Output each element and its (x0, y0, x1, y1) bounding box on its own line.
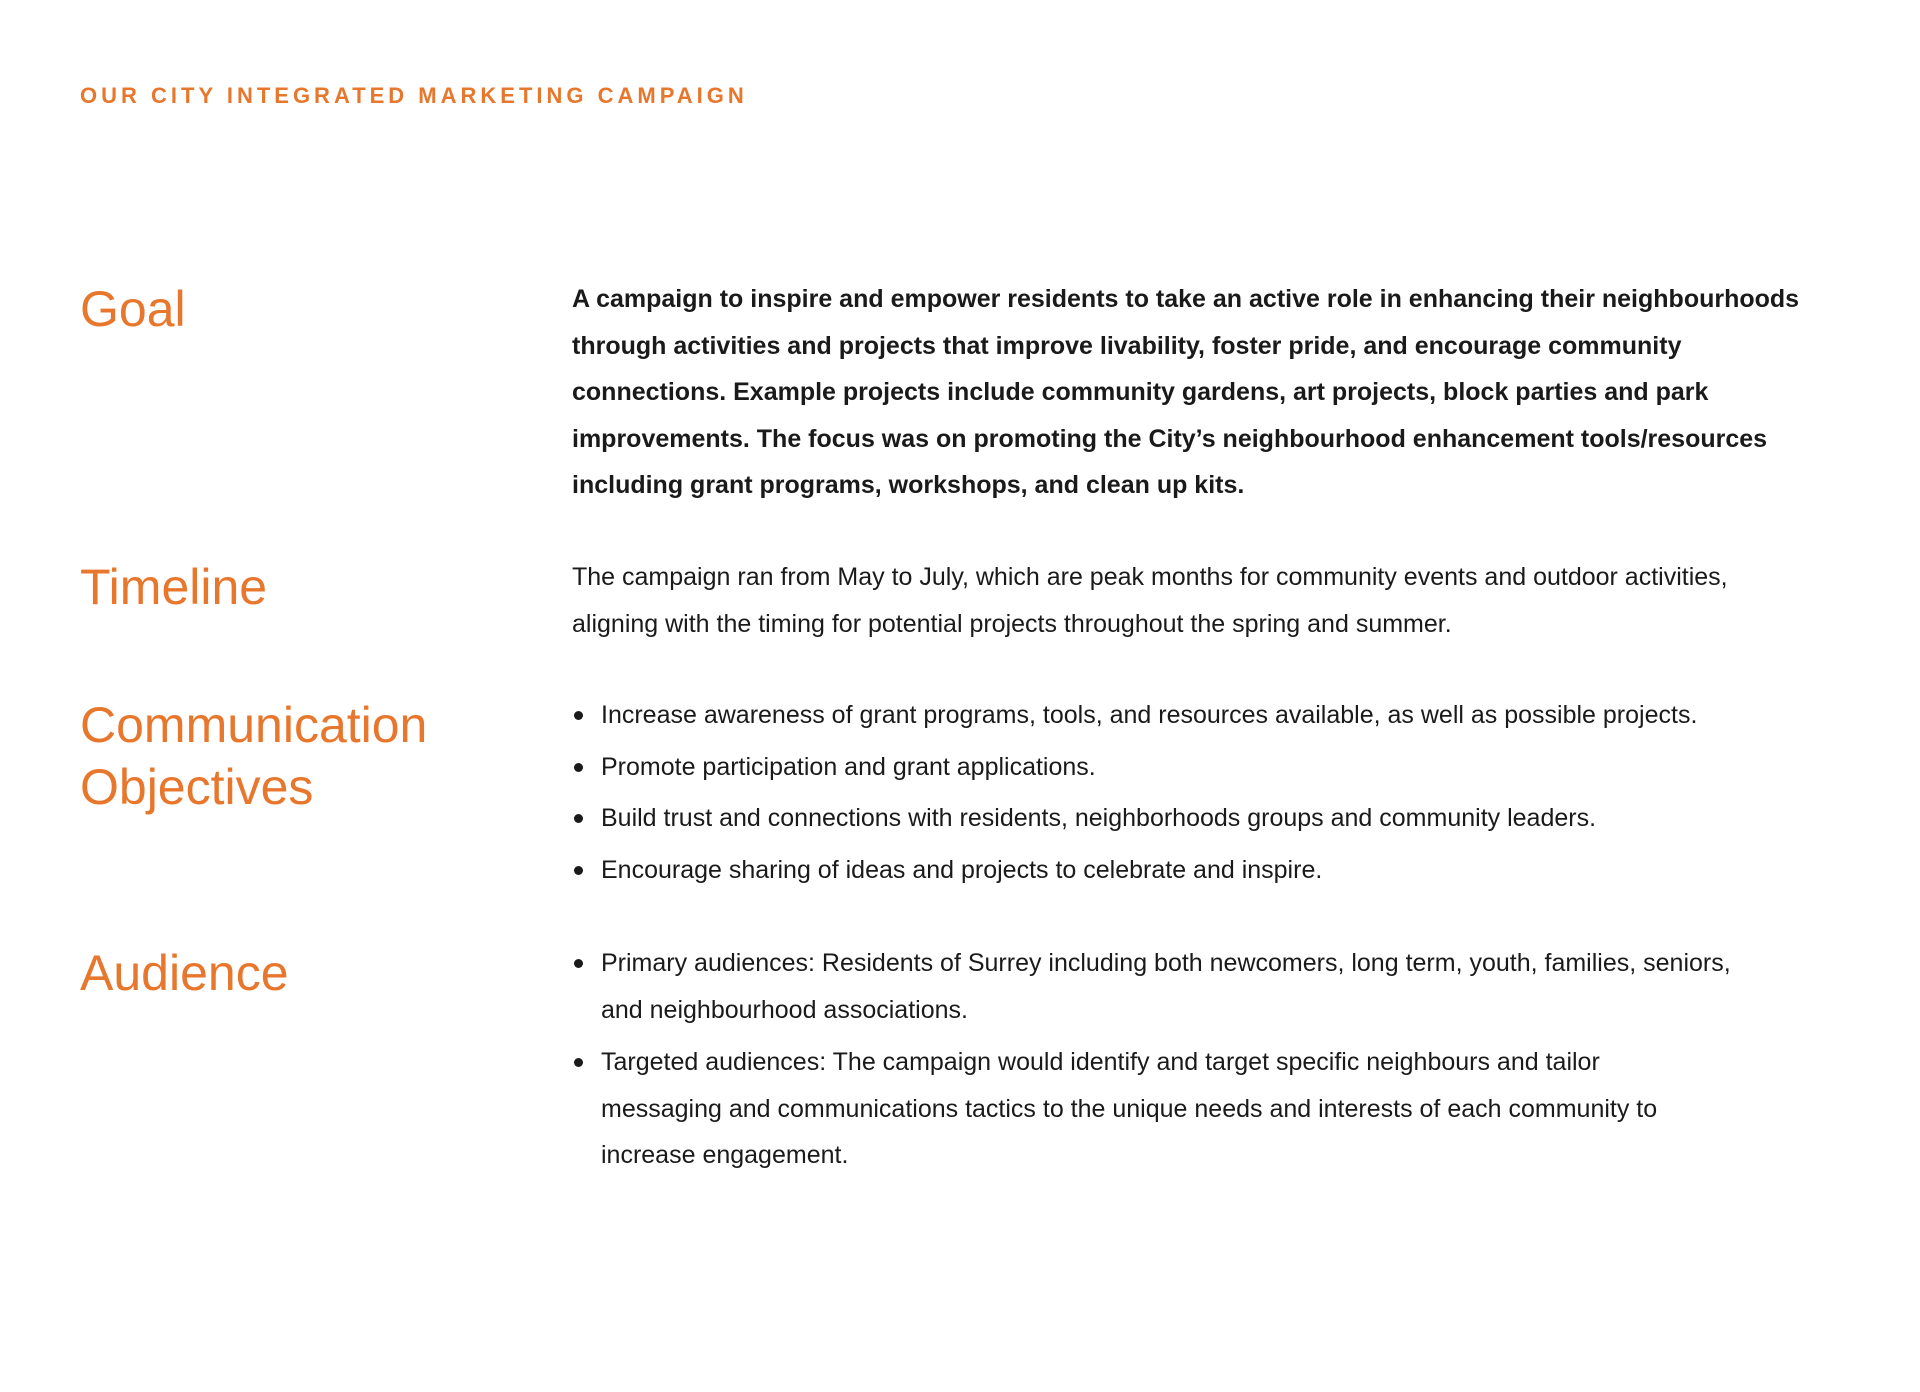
list-item: Increase awareness of grant programs, tools, and resources available, as well as possible projects. (572, 692, 1822, 739)
campaign-eyebrow-title: OUR CITY INTEGRATED MARKETING CAMPAIGN (80, 83, 748, 108)
audience-heading: Audience (80, 945, 289, 1001)
list-item: Build trust and connections with residents, neighborhoods groups and community leaders. (572, 795, 1822, 842)
goal-text: A campaign to inspire and empower residents to take an active role in enhancing their neighbourhoods through activities and projects that improve livability, foster pride, and encourage community connections. Example projects include community gardens, art projects, block parties and park improvements. The focus was on promoting the City’s neighbourhood enhancement tools/resources including grant programs, workshops, and clean up kits. (572, 285, 1800, 499)
timeline-text: The campaign ran from May to July, which are peak months for community events and outdoor activities, aligning with the timing for potential projects throughout the spring and summer. (572, 563, 1728, 638)
goal-heading: Goal (80, 281, 186, 337)
objectives-content (572, 692, 1822, 898)
objectives-heading-line1: Communication (80, 697, 428, 753)
list-item: Targeted audiences: The campaign would identify and target specific neighbours and tailor messaging and communications tactics to the unique needs and interests of each community to increase engagement. (572, 1039, 1701, 1179)
list-item: Primary audiences: Residents of Surrey including both newcomers, long term, youth, families, seniors, and neighbourhood associations. (572, 940, 1741, 1033)
objectives-heading-line2: Objectives (80, 759, 314, 815)
objectives-heading (80, 694, 520, 818)
audience-list (572, 940, 1732, 1179)
timeline-heading: Timeline (80, 559, 268, 615)
objectives-list (572, 692, 1822, 893)
list-item: Promote participation and grant applications. (572, 744, 1822, 791)
list-item: Encourage sharing of ideas and projects to celebrate and inspire. (572, 847, 1822, 894)
audience-content (572, 940, 1732, 1185)
